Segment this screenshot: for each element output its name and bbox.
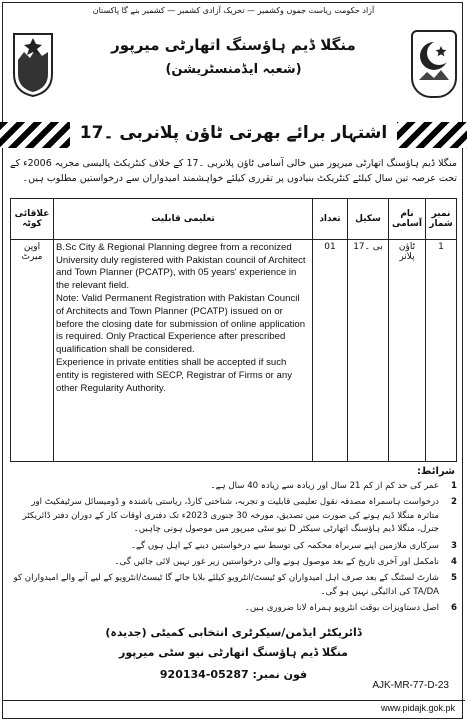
qualification-note: Note: Valid Permanent Registration with Pakistan Council of Architects and Town Planner (PCATP) issued on or before the closing date for submission of online application is required. Only Practical Experience after prescribed qualification shall be considered. bbox=[56, 293, 306, 355]
list-item bbox=[10, 602, 457, 615]
intro-paragraph: منگلا ڈیم ہاؤسنگ اتھارٹی میرپور میں خالی آسامی ٹاؤن پلانربی ۔17 کے خلاف کنٹریکٹ پالیسی مجریہ 2006ء کے تحت عرصہ تین سال کیلئے کنٹریکٹ بنیادوں پر تقرری کیلئے خواہشمند امیدواران سے درخواستیں مطلوب ہیں۔ bbox=[10, 158, 457, 184]
cell-serial: 1 bbox=[426, 240, 457, 462]
signatory-organization: منگلا ڈیم ہاؤسنگ اتھارٹی نیو سٹی میرپور bbox=[118, 646, 348, 659]
list-item bbox=[10, 480, 457, 493]
cell-post: ٹاؤن پلانر bbox=[389, 240, 426, 462]
header-scale: سکیل bbox=[348, 199, 389, 240]
table-header-row bbox=[11, 199, 457, 240]
organization-name: منگلا ڈیم ہاؤسنگ اتھارٹی میرپور bbox=[111, 36, 356, 54]
term-text: درخواست ہاسمراہ مصدقہ نقول تعلیمی قابلیت و تجربہ، شناختی کارڈ، ریاستی باشندہ و ڈومیسائل سرٹیفکیٹ اور متاثرہ منگلا ڈیم ہونے کی صورت میں تصدیق، مورخہ 30 جنوری 2023ء تک دفتری اوقات کار کے دوران دفتر ڈائریکٹر جنرل، منگلا ڈیم ہاؤسنگ اتھارٹی سیکٹر D نیو سٹی میرپور میں موصول ہونی چاہیں۔ bbox=[22, 497, 439, 535]
footer-bar bbox=[2, 700, 465, 717]
cell-scale: بی ۔17 bbox=[348, 240, 389, 462]
posts-table bbox=[10, 198, 457, 462]
cell-quota: اوپن میرٹ bbox=[11, 240, 54, 462]
qualification-experience: Experience in private entities shall be accepted if such entity is registered with SECP, Registrar of Firms or any other Regularity Authority. bbox=[56, 357, 293, 394]
term-number: 6 bbox=[451, 603, 457, 614]
term-text: شارٹ لسٹنگ کے بعد صرف اہل امیدواران کو ٹیسٹ/انٹرویو کیلئے بلایا جائے گا ٹیسٹ/انٹرویو کے لیے آنے والے امیدواران کو TA/DA کی ادائیگی نہیں ہو گی۔ bbox=[13, 573, 439, 597]
cell-count: 01 bbox=[313, 240, 348, 462]
header-post: نام آسامی bbox=[389, 199, 426, 240]
term-text: عمر کی حد کم از کم 21 سال اور زیادہ سے زیادہ 40 سال ہے۔ bbox=[210, 481, 439, 491]
list-item bbox=[10, 556, 457, 569]
header-top-line: آزاد حکومت ریاست جموں وکشمیر — تحریک آزادی کشمیر — کشمیر بنے گا پاکستان bbox=[92, 6, 375, 15]
term-text: سرکاری ملازمین اپنے سربراہ محکمہ کی توسط سے درخواستیں دینے کے اہل ہوں گے۔ bbox=[130, 540, 439, 551]
header-serial: نمبر شمار bbox=[426, 199, 457, 240]
moon-star-emblem-logo bbox=[411, 30, 457, 98]
term-number: 3 bbox=[451, 540, 457, 551]
list-item bbox=[10, 496, 457, 536]
term-number: 2 bbox=[451, 497, 457, 508]
list-item bbox=[10, 572, 457, 599]
term-text: نامکمل اور آخری تاریخ کے بعد موصول ہونے والی درخواستیں زیر غور نہیں لائی جائیں گی۔ bbox=[114, 557, 439, 568]
ad-title: اشتہار برائے بھرتی ٹاؤن پلانربی ۔17 bbox=[79, 123, 388, 143]
term-number: 5 bbox=[451, 573, 457, 584]
ad-title-banner bbox=[0, 118, 467, 152]
contact-phone: فون نمبر: 05287-920134 bbox=[159, 668, 308, 681]
term-text: اصل دستاویزات بوقت انٹرویو ہمراہ لانا ضروری ہیں۔ bbox=[244, 603, 439, 614]
list-item bbox=[10, 540, 457, 553]
header-count: تعداد bbox=[313, 199, 348, 240]
cell-qualification bbox=[54, 240, 313, 462]
terms-list bbox=[10, 480, 457, 619]
term-number: 4 bbox=[451, 557, 457, 568]
header-qualification: تعلیمی قابلیت bbox=[54, 199, 313, 240]
table-row bbox=[11, 240, 457, 462]
term-number: 1 bbox=[451, 481, 457, 491]
department-name: (شعبہ ایڈمنسٹریشن) bbox=[165, 62, 302, 77]
header-quota: علاقائی کوٹہ bbox=[11, 199, 54, 240]
signatory-title: ڈائریکٹر ایڈمن/سیکرٹری انتخابی کمیٹی (جدیدہ) bbox=[105, 626, 362, 639]
website-link[interactable]: www.pidajk.gok.pk bbox=[380, 703, 455, 713]
ajk-emblem-logo bbox=[10, 30, 56, 98]
terms-heading: شرائط: bbox=[417, 466, 455, 477]
qualification-degree: B.Sc City & Regional Planning degree from a reconized University duly registered with Pakistan council of Architect and Town Planner (PCATP), with 05 years' experience in the relevant field. bbox=[56, 242, 306, 291]
reference-number: AJK-MR-77-D-23 bbox=[372, 680, 449, 691]
